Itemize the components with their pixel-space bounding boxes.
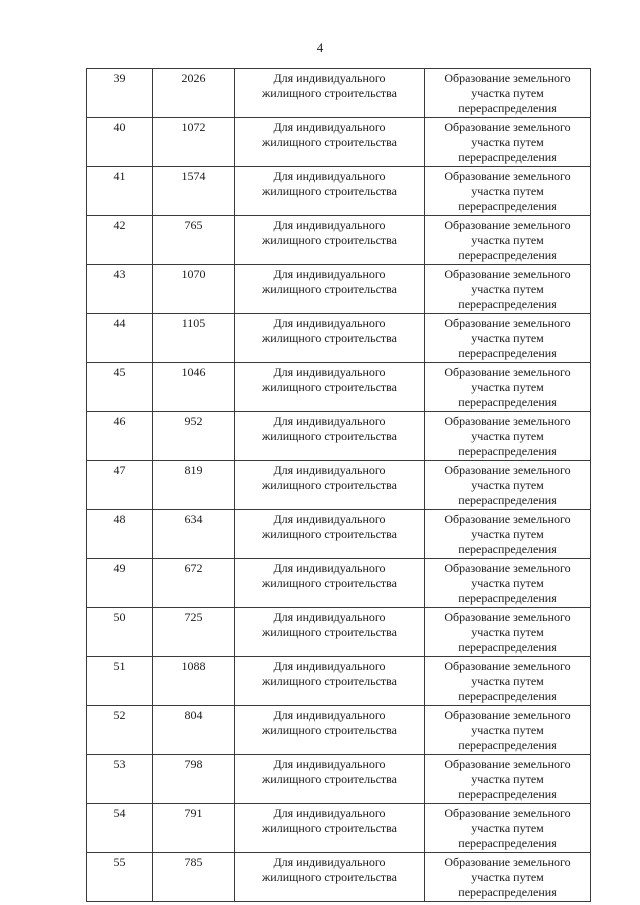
- plot-number-cell-text: 45: [113, 365, 126, 379]
- permitted-use-cell-text: Для индивидуального жилищного строительства: [262, 218, 397, 247]
- formation-method-cell: [425, 216, 591, 265]
- permitted-use-cell: [235, 706, 425, 755]
- permitted-use-cell: [235, 461, 425, 510]
- formation-method-cell: [425, 461, 591, 510]
- formation-method-cell: [425, 412, 591, 461]
- plot-number-cell-text: 52: [113, 708, 126, 722]
- formation-method-cell: [425, 510, 591, 559]
- plot-area-cell: [153, 657, 235, 706]
- plot-number-cell: [87, 314, 153, 363]
- plot-area-cell-text: 634: [184, 512, 203, 526]
- plot-area-cell-text: 952: [184, 414, 203, 428]
- plot-number-cell: [87, 216, 153, 265]
- permitted-use-cell: [235, 804, 425, 853]
- formation-method-cell-text: Образование земельного участка путем перераспределения: [444, 610, 571, 654]
- formation-method-cell: [425, 804, 591, 853]
- formation-method-cell: [425, 706, 591, 755]
- plot-area-cell: [153, 69, 235, 118]
- page-number: 4: [316, 40, 324, 55]
- plot-number-cell-text: 48: [113, 512, 126, 526]
- formation-method-cell: [425, 314, 591, 363]
- plot-number-cell: [87, 118, 153, 167]
- plot-area-cell-text: 1046: [181, 365, 206, 379]
- plot-number-cell-text: 42: [113, 218, 126, 232]
- plot-number-cell: [87, 608, 153, 657]
- plot-area-cell: [153, 706, 235, 755]
- plot-area-cell: [153, 559, 235, 608]
- permitted-use-cell: [235, 853, 425, 902]
- table-row: [87, 461, 591, 510]
- plot-number-cell: [87, 510, 153, 559]
- permitted-use-cell-text: Для индивидуального жилищного строительства: [262, 463, 397, 492]
- permitted-use-cell: [235, 657, 425, 706]
- formation-method-cell-text: Образование земельного участка путем перераспределения: [444, 708, 571, 752]
- table-row: [87, 69, 591, 118]
- plot-number-cell: [87, 412, 153, 461]
- permitted-use-cell-text: Для индивидуального жилищного строительства: [262, 267, 397, 296]
- plot-area-cell-text: 791: [184, 806, 203, 820]
- formation-method-cell-text: Образование земельного участка путем перераспределения: [444, 218, 571, 262]
- plot-area-cell-text: 804: [184, 708, 203, 722]
- permitted-use-cell-text: Для индивидуального жилищного строительства: [262, 71, 397, 100]
- formation-method-cell-text: Образование земельного участка путем перераспределения: [444, 414, 571, 458]
- plot-number-cell-text: 55: [113, 855, 126, 869]
- plot-number-cell: [87, 167, 153, 216]
- permitted-use-cell-text: Для индивидуального жилищного строительства: [262, 120, 397, 149]
- plot-area-cell: [153, 461, 235, 510]
- formation-method-cell: [425, 69, 591, 118]
- permitted-use-cell-text: Для индивидуального жилищного строительства: [262, 316, 397, 345]
- plot-area-cell: [153, 167, 235, 216]
- table-row: [87, 167, 591, 216]
- plot-number-cell-text: 51: [113, 659, 126, 673]
- plot-area-cell: [153, 314, 235, 363]
- formation-method-cell: [425, 559, 591, 608]
- permitted-use-cell: [235, 755, 425, 804]
- permitted-use-cell-text: Для индивидуального жилищного строительства: [262, 757, 397, 786]
- plot-area-cell-text: 1070: [181, 267, 206, 281]
- formation-method-cell-text: Образование земельного участка путем перераспределения: [444, 757, 571, 801]
- plot-number-cell-text: 47: [113, 463, 126, 477]
- permitted-use-cell-text: Для индивидуального жилищного строительства: [262, 806, 397, 835]
- formation-method-cell-text: Образование земельного участка путем перераспределения: [444, 659, 571, 703]
- table-row: [87, 804, 591, 853]
- plot-area-cell-text: 785: [184, 855, 203, 869]
- permitted-use-cell: [235, 167, 425, 216]
- formation-method-cell: [425, 265, 591, 314]
- plot-area-cell: [153, 216, 235, 265]
- permitted-use-cell: [235, 363, 425, 412]
- formation-method-cell-text: Образование земельного участка путем перераспределения: [444, 120, 571, 164]
- table-row: [87, 412, 591, 461]
- permitted-use-cell: [235, 69, 425, 118]
- plot-number-cell-text: 44: [113, 316, 126, 330]
- formation-method-cell-text: Образование земельного участка путем перераспределения: [444, 463, 571, 507]
- formation-method-cell: [425, 755, 591, 804]
- plot-number-cell-text: 40: [113, 120, 126, 134]
- permitted-use-cell: [235, 216, 425, 265]
- permitted-use-cell-text: Для индивидуального жилищного строительства: [262, 708, 397, 737]
- table-row: [87, 363, 591, 412]
- table-row: [87, 706, 591, 755]
- formation-method-cell-text: Образование земельного участка путем перераспределения: [444, 71, 571, 115]
- plot-area-cell-text: 1088: [181, 659, 206, 673]
- plot-number-cell: [87, 657, 153, 706]
- plot-area-cell: [153, 363, 235, 412]
- permitted-use-cell-text: Для индивидуального жилищного строительства: [262, 855, 397, 884]
- plot-number-cell: [87, 363, 153, 412]
- permitted-use-cell: [235, 510, 425, 559]
- formation-method-cell: [425, 608, 591, 657]
- formation-method-cell: [425, 167, 591, 216]
- formation-method-cell-text: Образование земельного участка путем перераспределения: [444, 169, 571, 213]
- formation-method-cell: [425, 118, 591, 167]
- permitted-use-cell-text: Для индивидуального жилищного строительства: [262, 365, 397, 394]
- plot-number-cell-text: 41: [113, 169, 126, 183]
- formation-method-cell-text: Образование земельного участка путем перераспределения: [444, 365, 571, 409]
- plot-area-cell-text: 819: [184, 463, 203, 477]
- plot-area-cell: [153, 412, 235, 461]
- permitted-use-cell-text: Для индивидуального жилищного строительства: [262, 169, 397, 198]
- plot-area-cell-text: 1574: [181, 169, 206, 183]
- plot-area-cell: [153, 118, 235, 167]
- plot-area-cell: [153, 804, 235, 853]
- table-row: [87, 608, 591, 657]
- plot-number-cell: [87, 804, 153, 853]
- plot-area-cell-text: 765: [184, 218, 203, 232]
- permitted-use-cell-text: Для индивидуального жилищного строительства: [262, 414, 397, 443]
- permitted-use-cell: [235, 118, 425, 167]
- plot-number-cell: [87, 461, 153, 510]
- plot-number-cell-text: 39: [113, 71, 126, 85]
- plot-number-cell: [87, 69, 153, 118]
- table-row: [87, 559, 591, 608]
- table-row: [87, 853, 591, 902]
- plot-area-cell-text: 672: [184, 561, 203, 575]
- permitted-use-cell: [235, 412, 425, 461]
- plot-number-cell-text: 53: [113, 757, 126, 771]
- permitted-use-cell-text: Для индивидуального жилищного строительства: [262, 512, 397, 541]
- table-row: [87, 216, 591, 265]
- table-row: [87, 314, 591, 363]
- land-plots-table: [86, 68, 591, 902]
- table-row: [87, 657, 591, 706]
- formation-method-cell: [425, 657, 591, 706]
- plot-area-cell: [153, 265, 235, 314]
- plot-area-cell: [153, 510, 235, 559]
- plot-number-cell: [87, 853, 153, 902]
- table-row: [87, 510, 591, 559]
- permitted-use-cell-text: Для индивидуального жилищного строительства: [262, 561, 397, 590]
- permitted-use-cell: [235, 559, 425, 608]
- formation-method-cell: [425, 853, 591, 902]
- plot-number-cell-text: 50: [113, 610, 126, 624]
- plot-area-cell-text: 725: [184, 610, 203, 624]
- formation-method-cell-text: Образование земельного участка путем перераспределения: [444, 267, 571, 311]
- formation-method-cell-text: Образование земельного участка путем перераспределения: [444, 561, 571, 605]
- plot-area-cell-text: 2026: [181, 71, 206, 85]
- plot-number-cell: [87, 755, 153, 804]
- table-row: [87, 755, 591, 804]
- formation-method-cell-text: Образование земельного участка путем перераспределения: [444, 806, 571, 850]
- plot-number-cell-text: 54: [113, 806, 126, 820]
- plot-number-cell: [87, 559, 153, 608]
- plot-area-cell: [153, 608, 235, 657]
- permitted-use-cell: [235, 608, 425, 657]
- plot-number-cell: [87, 706, 153, 755]
- formation-method-cell-text: Образование земельного участка путем перераспределения: [444, 512, 571, 556]
- permitted-use-cell-text: Для индивидуального жилищного строительства: [262, 659, 397, 688]
- plot-number-cell: [87, 265, 153, 314]
- plot-number-cell-text: 49: [113, 561, 126, 575]
- plot-number-cell-text: 43: [113, 267, 126, 281]
- formation-method-cell-text: Образование земельного участка путем перераспределения: [444, 855, 571, 899]
- plot-area-cell-text: 798: [184, 757, 203, 771]
- plot-number-cell-text: 46: [113, 414, 126, 428]
- permitted-use-cell: [235, 265, 425, 314]
- permitted-use-cell: [235, 314, 425, 363]
- formation-method-cell-text: Образование земельного участка путем перераспределения: [444, 316, 571, 360]
- table-row: [87, 265, 591, 314]
- plot-area-cell: [153, 755, 235, 804]
- permitted-use-cell-text: Для индивидуального жилищного строительства: [262, 610, 397, 639]
- table-row: [87, 118, 591, 167]
- plot-area-cell-text: 1105: [181, 316, 206, 330]
- formation-method-cell: [425, 363, 591, 412]
- plot-area-cell: [153, 853, 235, 902]
- plot-area-cell-text: 1072: [181, 120, 206, 134]
